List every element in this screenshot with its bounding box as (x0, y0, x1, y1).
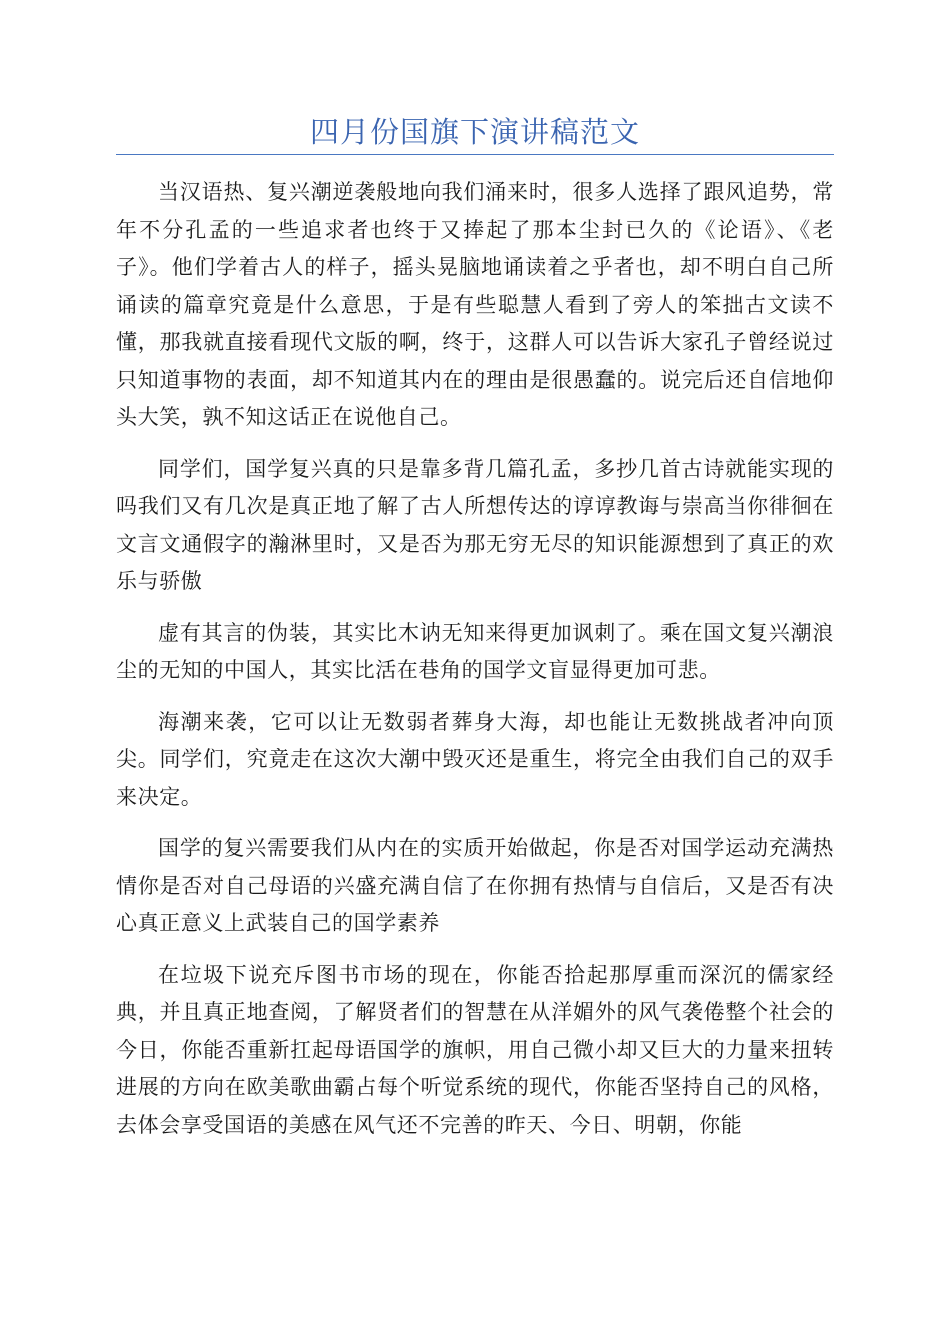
paragraph-5: 国学的复兴需要我们从内在的实质开始做起，你是否对国学运动充满热情你是否对自己母语的兴盛充满自信了在你拥有热情与自信后，又是否有决心真正意义上武装自己的国学素养 (116, 836, 834, 935)
document-title: 四月份国旗下演讲稿范文 (309, 115, 640, 149)
document-body (116, 174, 834, 1158)
paragraph-6: 在垃圾下说充斥图书市场的现在，你能否拾起那厚重而深沉的儒家经典，并且真正地查阅，了解贤者们的智慧在从洋媚外的风气袭倦整个社会的今日，你能否重新扛起母语国学的旗帜，用自己微小却又巨大的力量来扭转进展的方向在欧美歌曲霸占每个听觉系统的现代，你能否坚持自己的风格，去体会享受国语的美感在风气还不完善的昨天、今日、明朝，你能 (116, 962, 834, 1137)
paragraph-2: 同学们，国学复兴真的只是靠多背几篇孔孟，多抄几首古诗就能实现的吗我们又有几次是真正地了解了古人所想传达的谆谆教诲与崇高当你徘徊在文言文通假字的瀚淋里时，又是否为那无穷无尽的知识能源想到了真正的欢乐与骄傲 (116, 456, 834, 593)
paragraph-1: 当汉语热、复兴潮逆袭般地向我们涌来时，很多人选择了跟风追势，常年不分孔孟的一些追求者也终于又捧起了那本尘封已久的《论语》、《老子》。他们学着古人的样子，摇头晃脑地诵读着之乎者也，却不明白自己所诵读的篇章究竟是什么意思，于是有些聪慧人看到了旁人的笨拙古文读不懂，那我就直接看现代文版的啊，终于，这群人可以告诉大家孔子曾经说过只知道事物的表面，却不知道其内在的理由是很愚蠢的。说完后还自信地仰头大笑，孰不知这话正在说他自己。 (116, 180, 834, 429)
title-underline (116, 154, 834, 155)
paragraph-3: 虚有其言的伪装，其实比木讷无知来得更加讽刺了。乘在国文复兴潮浪尘的无知的中国人，其实比活在巷角的国学文盲显得更加可悲。 (116, 620, 834, 682)
paragraph-4: 海潮来袭，它可以让无数弱者葬身大海，却也能让无数挑战者冲向顶尖。同学们，究竟走在这次大潮中毁灭还是重生，将完全由我们自己的双手来决定。 (116, 709, 834, 809)
